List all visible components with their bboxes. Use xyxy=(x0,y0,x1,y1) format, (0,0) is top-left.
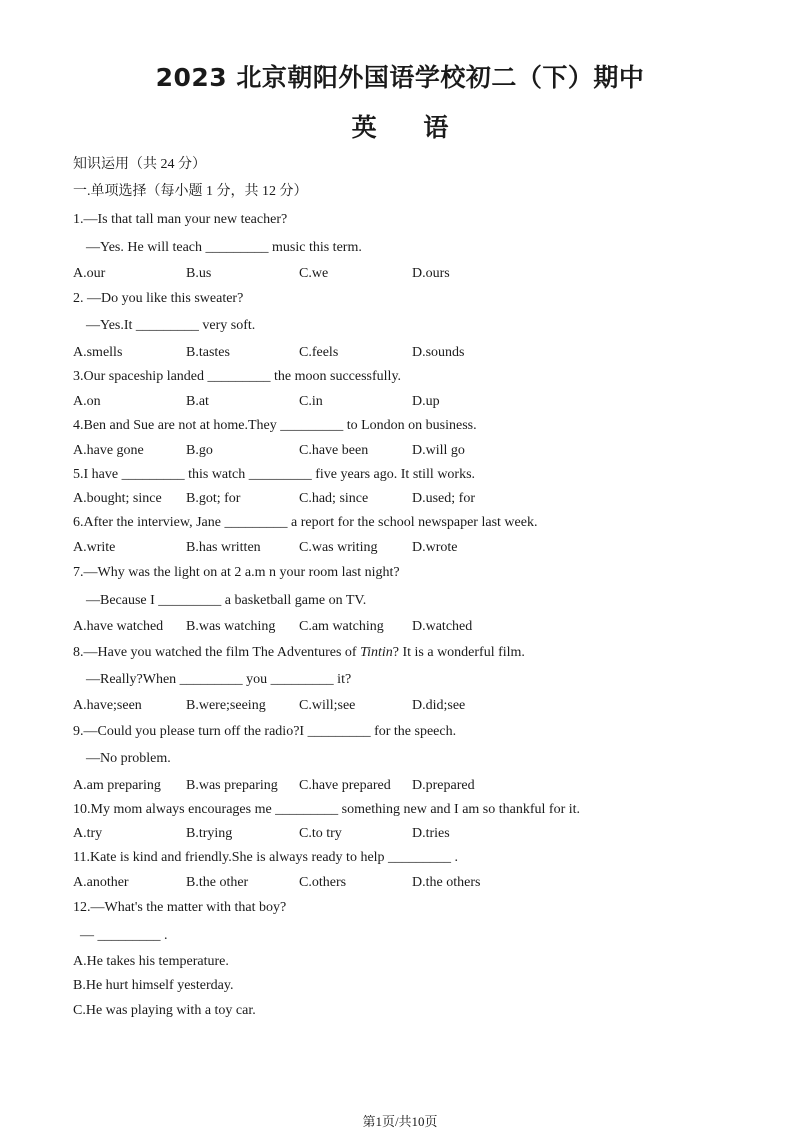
question-5-stem: 5.I have _________ this watch _________ five years ago. It still works. xyxy=(73,467,476,482)
option-d: D.used; for xyxy=(412,491,475,506)
option-a: A.on xyxy=(73,394,101,409)
option-b: B.was preparing xyxy=(186,778,278,793)
question-12-reply: — _________ . xyxy=(80,928,168,943)
option-b: B.was watching xyxy=(186,619,276,634)
question-12-option-c: C.He was playing with a toy car. xyxy=(73,1003,256,1018)
option-c: C.we xyxy=(299,266,329,281)
option-d: D.up xyxy=(412,394,440,409)
option-b: B.were;seeing xyxy=(186,698,266,713)
option-a: A.write xyxy=(73,540,116,555)
option-c: C.am watching xyxy=(299,619,384,634)
option-b: B.tastes xyxy=(186,345,230,360)
question-1-reply: —Yes. He will teach _________ music this term. xyxy=(86,240,362,255)
option-d: D.tries xyxy=(412,826,450,841)
section-heading: 知识运用（共 24 分） xyxy=(73,157,206,172)
question-1-stem: 1.—Is that tall man your new teacher? xyxy=(73,212,288,227)
option-d: D.watched xyxy=(412,619,473,634)
option-b: B.us xyxy=(186,266,212,281)
question-9-stem: 9.—Could you please turn off the radio?I _________ for the speech. xyxy=(73,724,457,739)
option-c: C.will;see xyxy=(299,698,356,713)
question-4-stem: 4.Ben and Sue are not at home.They _________ to London on business. xyxy=(73,418,477,433)
question-7-reply: —Because I _________ a basketball game on TV. xyxy=(86,593,367,608)
option-d: D.sounds xyxy=(412,345,465,360)
option-d: D.will go xyxy=(412,443,465,458)
question-6-stem: 6.After the interview, Jane _________ a report for the school newspaper last week. xyxy=(73,515,538,530)
option-b: B.at xyxy=(186,394,209,409)
question-11-stem: 11.Kate is kind and friendly.She is always ready to help _________ . xyxy=(73,850,459,865)
question-9-reply: —No problem. xyxy=(86,751,171,766)
option-c: C.in xyxy=(299,394,323,409)
question-10-stem: 10.My mom always encourages me _________ something new and I am so thankful for it. xyxy=(73,802,581,817)
option-c: C.to try xyxy=(299,826,342,841)
option-c: C.had; since xyxy=(299,491,369,506)
option-a: A.another xyxy=(73,875,129,890)
question-8-stem xyxy=(73,644,525,662)
option-a: A.smells xyxy=(73,345,123,360)
option-a: A.have watched xyxy=(73,619,164,634)
option-a: A.am preparing xyxy=(73,778,161,793)
option-a: A.have gone xyxy=(73,443,144,458)
question-8-text-end: ? It is a wonderful film. xyxy=(392,645,525,660)
question-2-reply: —Yes.It _________ very soft. xyxy=(86,318,256,333)
option-a: A.have;seen xyxy=(73,698,142,713)
option-c: C.others xyxy=(299,875,347,890)
option-d: D.prepared xyxy=(412,778,475,793)
question-12-stem: 12.—What's the matter with that boy? xyxy=(73,900,287,915)
part-heading: 一.单项选择（每小题 1 分，共 12 分） xyxy=(73,184,308,199)
question-3-stem: 3.Our spaceship landed _________ the moon successfully. xyxy=(73,369,402,384)
option-d: D.did;see xyxy=(412,698,466,713)
option-b: B.go xyxy=(186,443,213,458)
exam-subject: 英 语 xyxy=(351,113,449,142)
option-c: C.have prepared xyxy=(299,778,391,793)
option-a: A.try xyxy=(73,826,103,841)
option-a: A.our xyxy=(73,266,106,281)
option-d: D.ours xyxy=(412,266,450,281)
page-number: 第1页/共10页 xyxy=(362,1114,438,1129)
option-b: B.got; for xyxy=(186,491,241,506)
option-b: B.trying xyxy=(186,826,233,841)
option-b: B.the other xyxy=(186,875,249,890)
question-8-text: 8.—Have you watched the film The Adventures of xyxy=(73,645,361,660)
question-8-reply: —Really?When _________ you _________ it? xyxy=(86,672,352,687)
option-a: A.bought; since xyxy=(73,491,162,506)
question-12-option-a: A.He takes his temperature. xyxy=(73,954,229,969)
question-12-option-b: B.He hurt himself yesterday. xyxy=(73,978,234,993)
question-7-stem: 7.—Why was the light on at 2 a.m n your room last night? xyxy=(73,565,400,580)
option-d: D.wrote xyxy=(412,540,458,555)
option-d: D.the others xyxy=(412,875,481,890)
option-c: C.have been xyxy=(299,443,369,458)
option-b: B.has written xyxy=(186,540,261,555)
question-2-stem: 2. —Do you like this sweater? xyxy=(73,291,244,306)
exam-title: 2023 北京朝阳外国语学校初二（下）期中 xyxy=(155,63,645,92)
option-c: C.feels xyxy=(299,345,339,360)
film-title: Tintin xyxy=(360,645,393,660)
option-c: C.was writing xyxy=(299,540,378,555)
